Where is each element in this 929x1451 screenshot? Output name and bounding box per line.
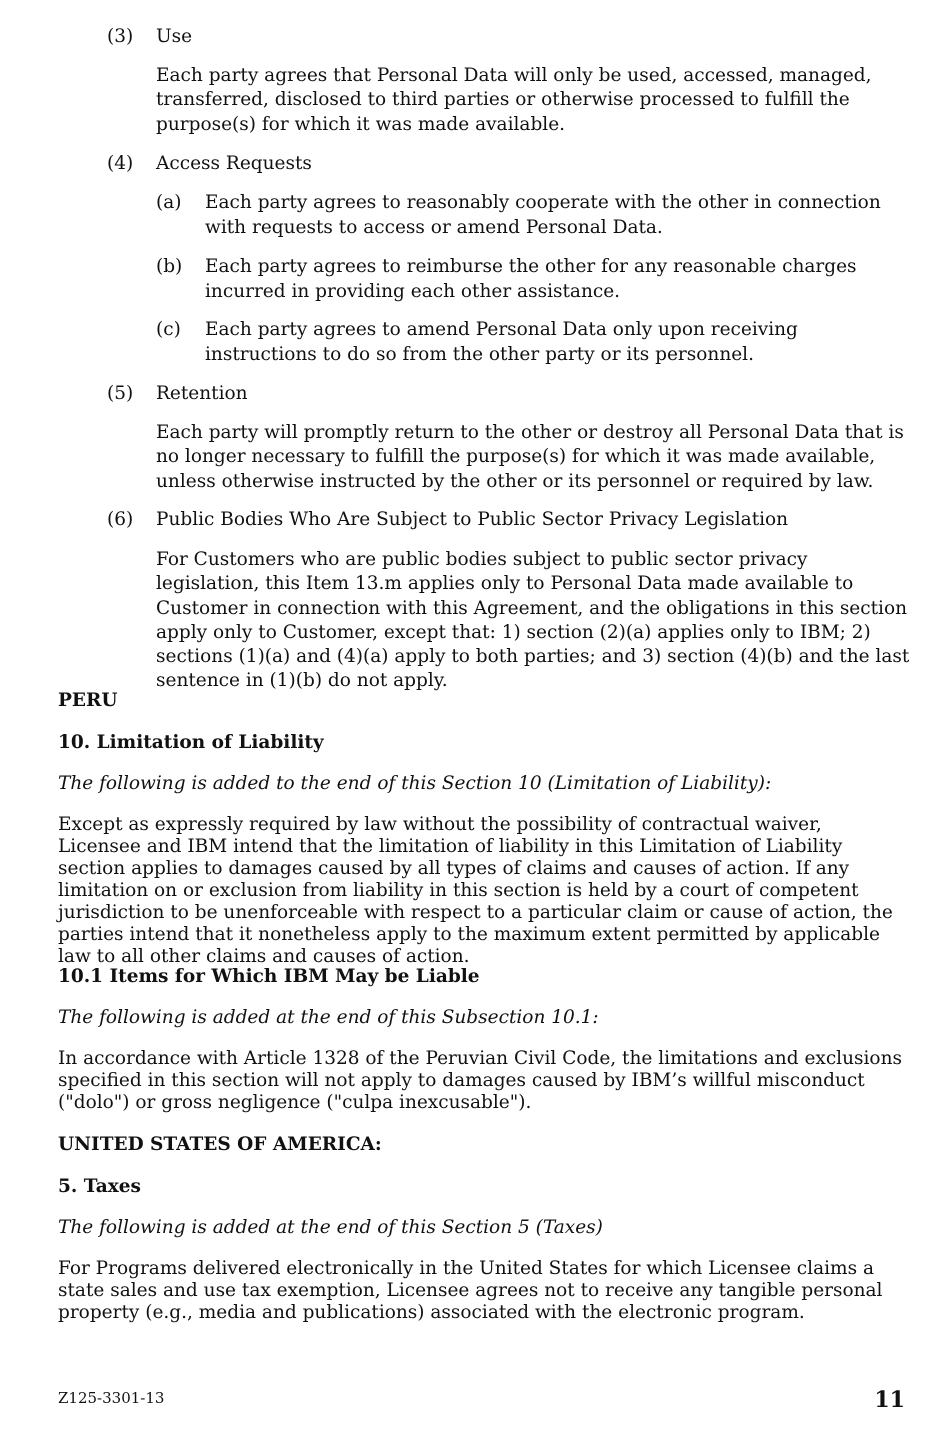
peru-limitation-text: Except as expressly required by law without the possibility of contractual waiver, Licensee and IBM intend that the limitation of liability in this Limitation of Liability section applies to damages caused by all types of claims and causes of action. If any limitation on or exclusion from liability in this section is held by a court of competent jurisdiction to be unenforceable with respect to a particular claim or cause of action, the parties intend that it nonetheless apply to the maximum extent permitted by applicable law to all other claims and causes of action.: [58, 814, 893, 967]
page-number: 11: [874, 1387, 905, 1413]
section-3-text: Each party agrees that Personal Data will only be used, accessed, managed, transferred, disclosed to third parties or otherwise processed to fulfill the purpose(s) for which it was made available.: [156, 65, 872, 135]
peru-items-intro: The following is added at the end of this Subsection 10.1:: [58, 1007, 599, 1028]
section-5-text: Each party will promptly return to the other or destroy all Personal Data that is no longer necessary to fulfill the purpose(s) for which it was made available, unless otherwise instructed by the other or its personnel or required by law.: [156, 422, 904, 492]
section-6-text: For Customers who are public bodies subject to public sector privacy legislation, this Item 13.m applies only to Personal Data made available to Customer in connection with this Agreement, and the obligations in this section apply only to Customer, except that: 1) section (2)(a) applies only to IBM; 2) sections (1)(a) and (4)(a) apply to both parties; and 3) section (4)(b) and the last sentence in (1)(b) do not apply.: [156, 549, 910, 692]
peru-limitation-intro: The following is added to the end of this Section 10 (Limitation of Liability):: [58, 773, 772, 794]
section-4a-label: (a): [156, 192, 182, 213]
usa-taxes-heading: 5. Taxes: [58, 1176, 141, 1197]
peru-items-heading: 10.1 Items for Which IBM May be Liable: [58, 966, 480, 987]
section-3-title: Use: [156, 26, 193, 47]
peru-items-text: In accordance with Article 1328 of the Peruvian Civil Code, the limitations and exclusions specified in this section will not apply to damages caused by IBM’s willful misconduct ("dolo") or gross negligence ("culpa inexcusable").: [58, 1048, 902, 1113]
section-4b-text: Each party agrees to reimburse the other for any reasonable charges incurred in providing each other assistance.: [205, 256, 857, 302]
section-4a-text: Each party agrees to reasonably cooperate with the other in connection with requests to access or amend Personal Data.: [205, 192, 881, 238]
peru-limitation-heading: 10. Limitation of Liability: [58, 732, 324, 753]
peru-country-heading: PERU: [58, 690, 118, 711]
section-4-label: (4): [107, 153, 134, 174]
usa-taxes-text: For Programs delivered electronically in the United States for which Licensee claims a state sales and use tax exemption, Licensee agrees not to receive any tangible personal property (e.g., media and publications) associated with the electronic program.: [58, 1258, 883, 1323]
usa-country-heading: UNITED STATES OF AMERICA:: [58, 1134, 382, 1155]
section-5-title: Retention: [156, 383, 248, 404]
section-4c-text: Each party agrees to amend Personal Data only upon receiving instructions to do so from the other party or its personnel.: [205, 319, 798, 365]
section-6-title: Public Bodies Who Are Subject to Public Sector Privacy Legislation: [156, 509, 789, 530]
section-4-title: Access Requests: [156, 153, 312, 174]
section-4c-label: (c): [156, 319, 181, 340]
section-6-label: (6): [107, 509, 134, 530]
usa-taxes-intro: The following is added at the end of this Section 5 (Taxes): [58, 1217, 603, 1238]
section-3-label: (3): [107, 26, 134, 47]
section-4b-label: (b): [156, 256, 183, 277]
document-id: Z125-3301-13: [58, 1389, 165, 1407]
section-5-label: (5): [107, 383, 134, 404]
